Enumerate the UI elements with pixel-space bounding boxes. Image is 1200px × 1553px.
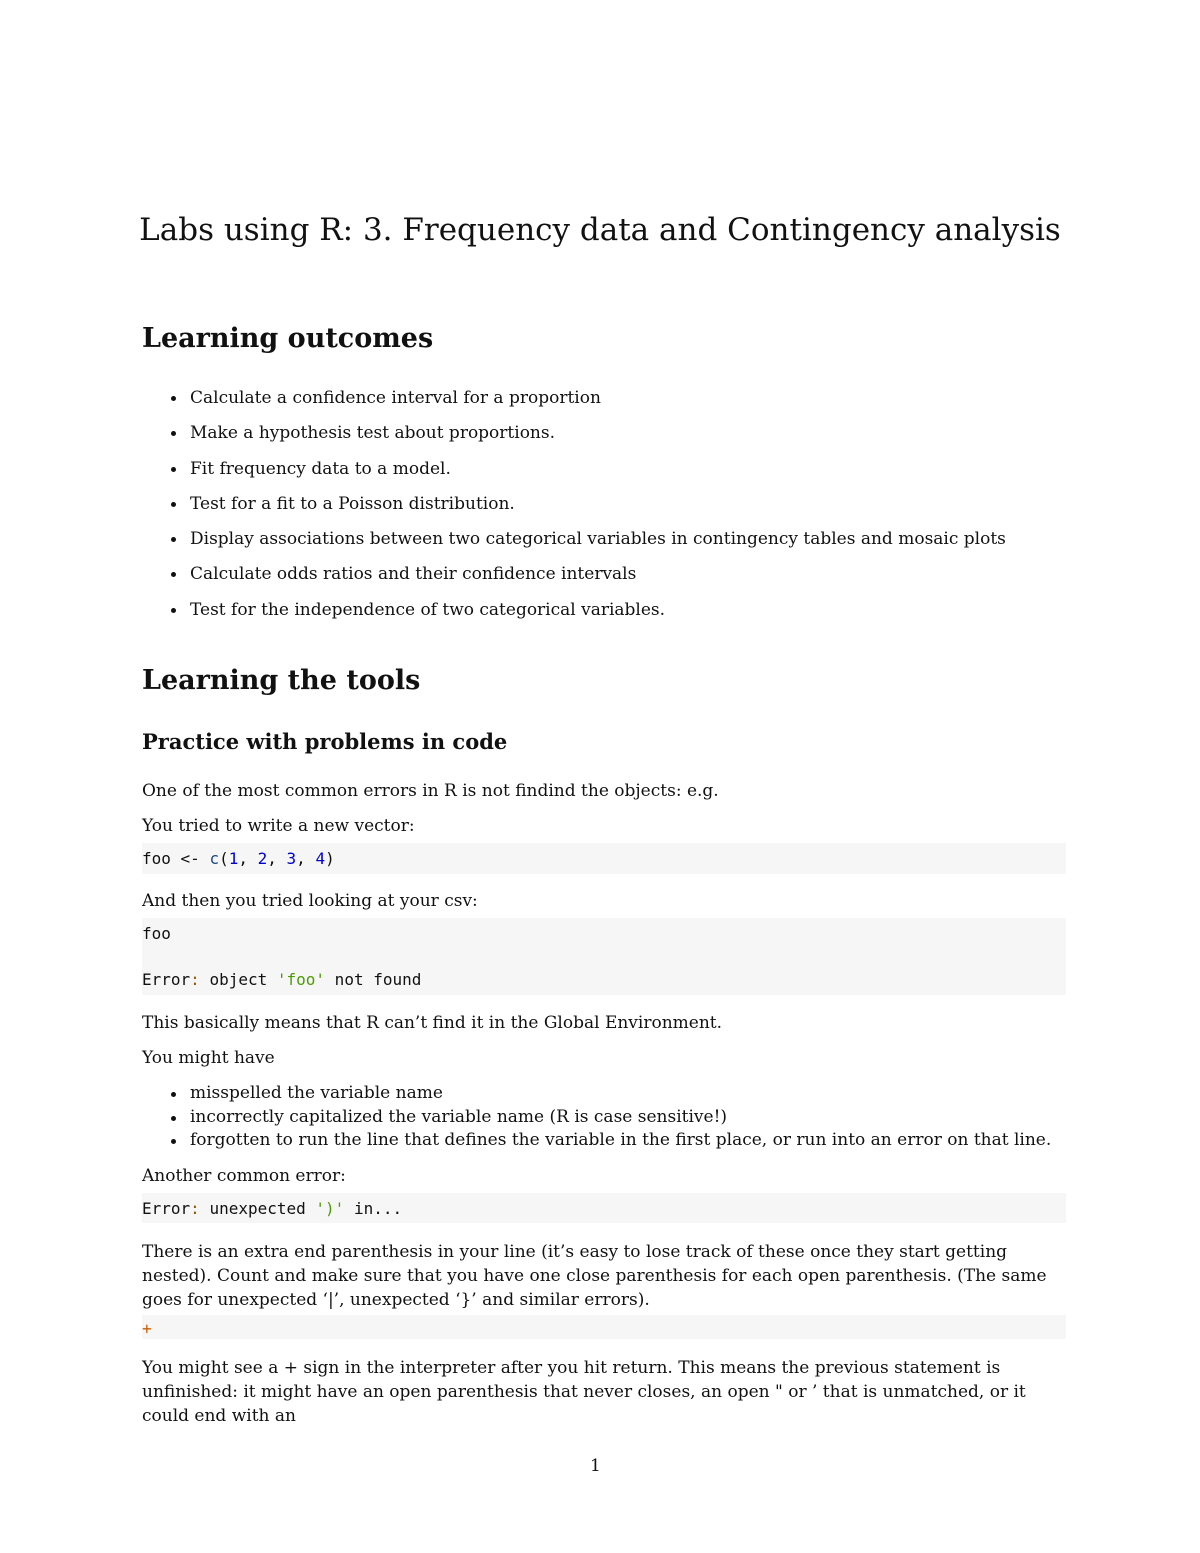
code-token: Error	[142, 970, 191, 989]
paragraph: This basically means that R can’t find it in the Global Environment.	[142, 1013, 723, 1033]
code-token: )	[325, 849, 335, 868]
code-token: ,	[267, 849, 287, 868]
code-token: (	[219, 849, 229, 868]
paragraph: You might have	[142, 1048, 275, 1068]
code-token: :	[190, 970, 200, 989]
code-token: object	[199, 970, 277, 989]
code-token: c	[209, 849, 220, 868]
list-item: Test for the independence of two categorical variables.	[190, 598, 1006, 633]
code-token: ')'	[315, 1199, 345, 1218]
list-item: Calculate odds ratios and their confidence intervals	[190, 562, 1006, 597]
paragraph: Another common error:	[142, 1166, 346, 1186]
code-block	[142, 918, 1066, 995]
paragraph: You might see a + sign in the interpreter after you hit return. This means the previous statement is unfinished: it might have an open parenthesis that never closes, an open " or ’ that is unmatched, or it could end with an	[142, 1358, 1026, 1426]
code-token: :	[190, 1199, 200, 1218]
code-token: Error	[142, 1199, 191, 1218]
list-item: Fit frequency data to a model.	[190, 457, 1006, 492]
code-block	[142, 843, 1066, 874]
code-block	[142, 1193, 1066, 1223]
learning-outcomes-list	[142, 386, 1006, 633]
practice-subheading: Practice with problems in code	[142, 729, 508, 754]
code-token: 2	[257, 849, 268, 868]
paragraph: You tried to write a new vector:	[142, 816, 415, 836]
paragraph: One of the most common errors in R is not findind the objects: e.g.	[142, 781, 719, 801]
list-item: misspelled the variable name	[190, 1082, 1051, 1106]
paragraph: And then you tried looking at your csv:	[142, 891, 478, 911]
code-token: +	[142, 1319, 152, 1338]
code-token: 3	[286, 849, 297, 868]
list-item: incorrectly capitalized the variable name (R is case sensitive!)	[190, 1106, 1051, 1130]
list-item: Calculate a confidence interval for a proportion	[190, 386, 1006, 421]
list-item: Make a hypothesis test about proportions.	[190, 421, 1006, 456]
code-token: not found	[325, 970, 422, 989]
learning-tools-heading: Learning the tools	[142, 665, 421, 696]
code-token: in...	[344, 1199, 403, 1218]
reasons-list	[142, 1082, 1051, 1153]
code-token: ,	[238, 849, 258, 868]
code-token: unexpected	[199, 1199, 316, 1218]
code-token: ,	[296, 849, 316, 868]
list-item: Test for a fit to a Poisson distribution.	[190, 492, 1006, 527]
code-token: foo <-	[142, 849, 210, 868]
paragraph: There is an extra end parenthesis in your line (it’s easy to lose track of these once they start getting nested). Count and make sure that you have one close parenthesis for each open parenthesis. (The same goes for unexpected ‘|’, unexpected ‘}’ and similar errors).	[142, 1242, 1047, 1310]
list-item: Display associations between two categorical variables in contingency tables and mosaic plots	[190, 527, 1006, 562]
code-token: 'foo'	[276, 970, 326, 989]
code-token: foo	[142, 924, 171, 943]
learning-outcomes-heading: Learning outcomes	[142, 323, 434, 354]
code-block	[142, 1315, 1066, 1339]
page-number: 1	[590, 1456, 601, 1476]
document-title: Labs using R: 3. Frequency data and Contingency analysis	[139, 212, 1061, 248]
code-token: 1	[228, 849, 239, 868]
list-item: forgotten to run the line that defines the variable in the first place, or run into an error on that line.	[190, 1129, 1051, 1153]
code-token: 4	[315, 849, 326, 868]
